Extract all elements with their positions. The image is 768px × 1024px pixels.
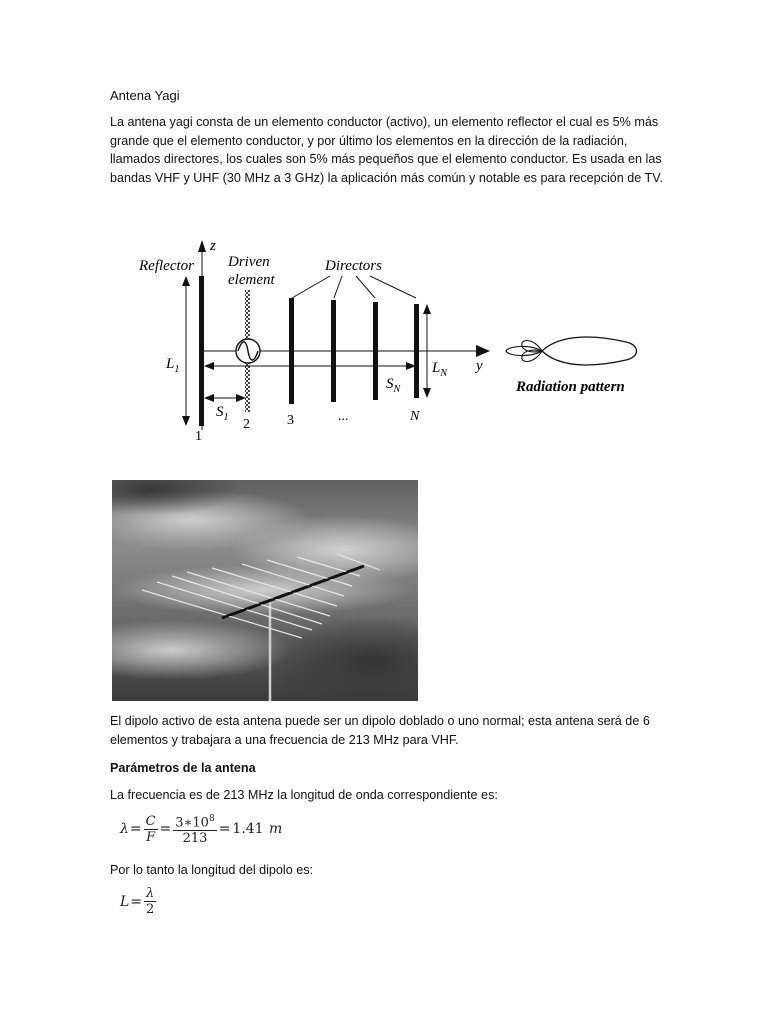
- driven-label-line2: element: [228, 272, 275, 288]
- L1-arrow-top: [182, 276, 190, 286]
- radiation-pattern-label: Radiation pattern: [516, 379, 625, 395]
- director-element-3: [373, 302, 378, 400]
- reflector-label: Reflector: [139, 258, 194, 274]
- formula2-L: L: [120, 893, 130, 910]
- element-number-N: N: [410, 409, 420, 424]
- director-element-2: [331, 300, 336, 402]
- formula1-fraction-numeric: $\frac{3∗10^8}{213}$: [175, 814, 215, 847]
- yagi-antenna-photo: [112, 480, 418, 701]
- formula2-fraction: $\frac{\lambda}{2}$: [146, 886, 155, 917]
- S1-arrow-left: [204, 394, 214, 402]
- S1-label: $S_1$: [216, 404, 229, 423]
- formula1-lambda: λ: [120, 821, 129, 838]
- S1-arrow-right: [236, 394, 246, 402]
- formula1-unit: m: [269, 821, 283, 838]
- photo-cloud: [112, 565, 412, 615]
- LN-label: $L_N$: [432, 360, 448, 379]
- formula1-result: 1.41: [232, 821, 264, 838]
- L1-label: $L_1$: [166, 356, 180, 375]
- yagi-antenna-diagram: [130, 232, 650, 447]
- LN-arrow-bottom: [423, 388, 431, 398]
- z-axis-arrow: [198, 240, 206, 252]
- directors-label: Directors: [325, 258, 382, 274]
- dipole-length-paragraph: Por lo tanto la longitud del dipolo es:: [110, 863, 314, 877]
- radiation-pattern-main-lobe: [542, 337, 637, 365]
- L1-arrow-bottom: [182, 416, 190, 426]
- element-ellipsis: ...: [338, 409, 349, 424]
- director-pointer-4: [370, 276, 416, 298]
- formula1-fraction-c-over-f: $\frac{C}{F}$: [145, 813, 156, 845]
- director-pointer-2: [334, 276, 342, 298]
- director-element-1: [289, 298, 294, 404]
- frequency-paragraph: La frecuencia es de 213 MHz la longitud de onda correspondiente es:: [110, 788, 498, 802]
- SN-label: $S_N$: [386, 376, 401, 395]
- element-number-2: 2: [243, 417, 250, 432]
- driven-label-line1: Driven: [228, 254, 270, 270]
- radiation-pattern-back-lobe: [506, 346, 542, 355]
- dipole-length-formula: L= $\frac{\lambda}{2}$: [120, 886, 155, 917]
- parameters-heading: Parámetros de la antena: [110, 761, 256, 775]
- director-pointer-1: [292, 276, 330, 298]
- wavelength-formula: λ= $\frac{C}{F}$ = $\frac{3∗10^8}{213}$ = 1.41 m: [120, 813, 283, 847]
- element-number-1: 1: [195, 429, 202, 444]
- director-element-N: [414, 304, 419, 398]
- dipole-paragraph: El dipolo activo de esta antena puede ser un dipolo doblado o uno normal; esta antena será de 6 elementos y trabajara a una frecuencia de 213 MHz para VHF.: [110, 714, 650, 747]
- intro-paragraph: La antena yagi consta de un elemento conductor (activo), un elemento reflector el cual es 5% más grande que el elemento conductor, y por último los elementos en la dirección de la radiación, llamados directores, los cuales son 5% más pequeños que el elemento conductor. Es usada en las bandas VHF y UHF (30 MHz a 3 GHz) la aplicación más común y notable es para recepción de TV.: [110, 115, 663, 185]
- SN-arrow-left: [204, 362, 214, 370]
- z-axis-label: z: [210, 238, 216, 254]
- LN-arrow-top: [423, 304, 431, 314]
- document-title: Antena Yagi: [110, 88, 180, 103]
- reflector-element: [199, 276, 204, 426]
- y-axis-arrow: [476, 345, 490, 357]
- director-pointer-3: [356, 276, 375, 298]
- element-number-3: 3: [287, 413, 294, 428]
- y-axis-label: y: [476, 358, 483, 374]
